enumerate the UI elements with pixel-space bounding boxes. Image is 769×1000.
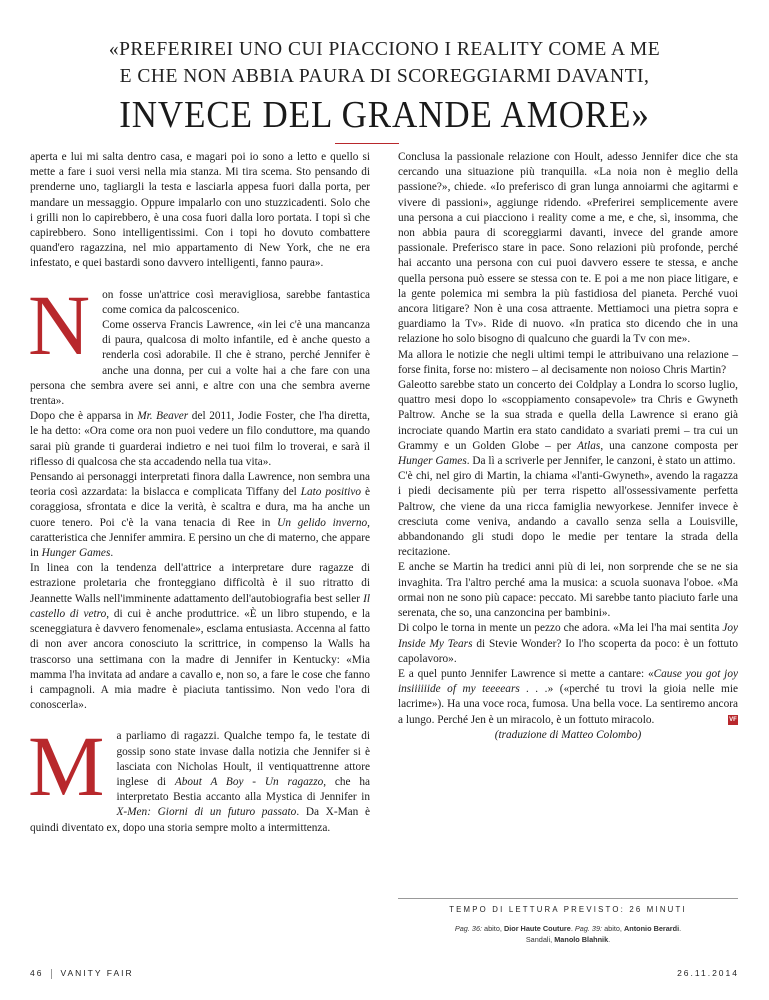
paragraph: In linea con la tendenza dell'attrice a interpretare dure ragazze di estrazione proletaria che fronteggiano difficoltà è il suo ritratto di Jeannette Walls nell'imminente adattamento dell'autobiografia best seller Il castello di vetro, di cui è anche produttrice. «È un libro stupendo, e la sceneggiatura è davvero fenomenale», esclama entusiasta. Accenna al fatto di non aver ancora conosciuto la scrittrice, in compenso la Walls ha trascorso una settimana con la madre di Jennifer in Kentucky: «Mia mamma l'ha invitata ad andare a cavallo e, non so, a fare le cose che fanno i campagnoli. A mia madre è piaciuta tantissimo. Non vedo l'ora di conoscerla». (30, 562, 370, 712)
paragraph: on fosse un'attrice così meravigliosa, sarebbe fantastica come comica da palcoscenico. (102, 288, 370, 316)
paragraph: Dopo che è apparsa in Mr. Beaver del 2011, Jodie Foster, che l'ha diretta, le ha detto: «Ora come ora non puoi vedere un filo conduttore, ma quando sarai più grande ti guarderai indietro e nei tuoi film lo troverai, e sarà il riflesso di qualcosa che sta accadendo nella tua vita». (30, 410, 370, 468)
paragraph: C'è chi, nel giro di Martin, la chiama «l'anti-Gwyneth», avendo la ragazza i piedi decisamente più per terra rispetto all'ossessivamente perfetta Paltrow, che viene da una ricca famiglia newyorkese. Jennifer invece è cresciuta come veniva, andando a cavallo senza sella a Louisville, abbandonando gli studi dopo le medie per tentare la strada della recitazione. (398, 470, 738, 559)
page-number: 46 (30, 968, 44, 978)
right-column (398, 150, 738, 743)
translator-credit: (traduzione di Matteo Colombo) (494, 728, 642, 741)
accent-rule (335, 143, 399, 144)
footer-left (30, 968, 134, 979)
left-column (30, 150, 370, 836)
paragraph: Ma allora le notizie che negli ultimi tempi le attribuivano una relazione – forse finita, forse no: mistero – al decisamente non noioso Chris Martin? (398, 348, 738, 376)
pull-quote-line-1: «PREFERIREI UNO CUI PIACCIONO I REALITY COME A ME (108, 39, 661, 60)
magazine-name: VANITY FAIR (60, 968, 134, 978)
pull-quote (30, 36, 739, 138)
section-with-dropcap (28, 276, 370, 410)
paragraph: Pensando ai personaggi interpretati finora dalla Lawrence, non sembra una teoria così azzardata: la bislacca e complicata Tiffany del Lato positivo è coraggiosa, sfrontata e dice la verità, è scaltra e dura, ma ha anche un cuore tenero. Poi c'è la vana tenacia di Ree in Un gelido inverno, caratteristica che Jennifer ammira. E persino un che di materno, che appare in Hunger Games. (30, 471, 371, 560)
paragraph: Conclusa la passionale relazione con Hoult, adesso Jennifer dice che sta cercando una situazione più tranquilla. «La noia non è meglio della passione?», chiede. «Io preferisco di gran lunga annoiarmi che agitarmi e vivere di passioni», aggiunge ridendo. «Preferirei semplicemente avere una persona a cui piacciono i reality come a me, e che, sì, insomma, che non abbia paura di scoreggiarmi davanti, invece del grande amore passionale. Preferisco stare in pace. Sono relazioni più profonde, perché hai accanto una persona con cui puoi davvero essere te stessa, e anche quella persona può essere se stessa con te. E poi a me non piace litigare, e la gente polemica mi sembra la più fastidiosa del pianeta. Perché vuoi ancora litigare? Non è una cosa attraente. Mettiamoci una pietra sopra e guardiamo la Tv». Ride di nuovo. «In pratica sto dicendo che in una relazione ho solo bisogno di qualcuno che guardi la Tv con me». (398, 151, 738, 346)
paragraph: E anche se Martin ha tredici anni più di lei, non sorprende che se ne sia invaghita. Tra l'altro perché ama la musica: a scuola suonava l'oboe. «Ma ormai non ne sono più capace: peccato. Mi sarebbe tanto piaciuto farle una serenata, che so, una canzoncina per bambini». (398, 561, 738, 620)
end-mark-icon: VF (729, 716, 737, 723)
pull-quote-line-3: INVECE DEL GRANDE AMORE» (119, 94, 650, 136)
divider (398, 898, 738, 899)
photo-credits: Pag. 36: abito, Dior Haute Couture. Pag. 39: abito, Antonio Berardi. Sandali, Manolo Blahnik. (454, 924, 682, 944)
paragraph: Galeotto sarebbe stato un concerto dei Coldplay a Londra lo scorso luglio, quattro mesi dopo lo «scoppiamento consapevole» tra Chris e Gwyneth Paltrow. Anche se la sua strada e quella della Lawrence si erano già incrociate quando Martin era stato candidato a svariati premi – tra cui un Grammy e un Golden Globe – per Atlas, una canzone composta per Hunger Games. Da lì a scriverle per Jennifer, le canzoni, è stato un attimo. (398, 379, 738, 468)
issue-date: 26.11.2014 (677, 968, 739, 978)
pull-quote-line-2: E CHE NON ABBIA PAURA DI SCOREGGIARMI DAVANTI, (119, 66, 650, 87)
drop-cap: N (28, 276, 91, 373)
paragraph: a parliamo di ragazzi. Qualche tempo fa, le testate di gossip sono state invase dalla notizia che Jennifer si è lasciata con Nicholas Hoult, il ventiquattrenne attore inglese di About A Boy - Un ragazzo, che ha interpretato Bestia accanto alla Mystica di Jennifer in X-Men: Giorni di un futuro passato. Da X-Man è quindi diventato ex, dopo una storia sempre molto a intermittenza. (30, 730, 371, 834)
paragraph: Come osserva Francis Lawrence, «in lei c'è una mancanza di paura, qualcosa di molto infantile, ed è anche questo a renderla così adorabile. Il che è strano, perché Jennifer è anche una donna, per cui a volte hai a che fare con una persona che sembra avere sei anni, e altre con una che sembra averne trenta». (30, 319, 370, 408)
paragraph: aperta e lui mi salta dentro casa, e magari poi io sono a letto e quello si mette a fare i suoi versi nella mia stanza. Mi tira scema. Sto pensando di prenderne uno, tagliargli la testa e lasciarla appesa fuori dalla porta, per mandare un messaggio. Oppure impalarlo con uno stuzzicadenti. Solo che i grilli non lo capirebbero, è una cosa fuori dalla loro portata. I topi sì che capirebbero. Sono intelligentissimi. Con i topi ho dovuto combattere quand'ero ragazzina, nel mio appartamento di New York, che ne era infestato, e quei bastardi sono davvero intelligenti, fanno paura». (30, 151, 370, 270)
section-with-dropcap (28, 718, 371, 835)
footer-divider (51, 969, 52, 979)
drop-cap: M (28, 718, 105, 815)
paragraph: E a quel punto Jennifer Lawrence si mette a cantare: «Cause you got joy insiiiiiide of my teeeears . . .» («perché tu trovi la gioia nelle mie lacrime»). Ha una voce roca, fumosa. Una bella voce. La sentiremo ancora a lungo. Perché Jen è un miracolo, è un fottuto miracolo. VF (398, 667, 738, 726)
paragraph: Di colpo le torna in mente un pezzo che adora. «Ma lei l'ha mai sentita Joy Inside My Tears di Stevie Wonder? Io l'ho scoperta da poco: è un fottuto capolavoro». (398, 622, 738, 665)
reading-time: TEMPO DI LETTURA PREVISTO: 26 MINUTI (449, 905, 687, 914)
